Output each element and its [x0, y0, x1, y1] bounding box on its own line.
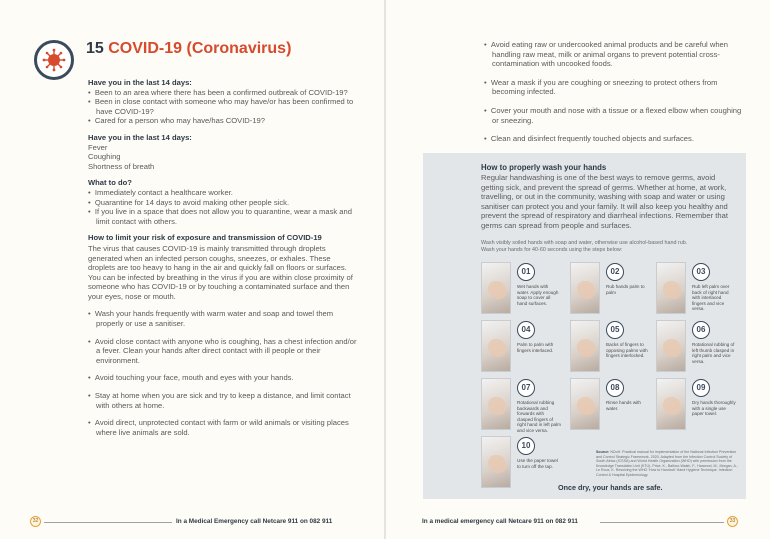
wash-step: [570, 320, 650, 376]
wash-note-line: Wash visibly soiled hands with soap and water, otherwise use alcohol-based hand rub.: [481, 240, 688, 246]
limit-paragraph: The virus that causes COVID-19 is mainly transmitted through droplets generated when an infected person coughs, sneezes, or exhales. These droplets are too heavy to hang in the air and quickly fall on floors or surfaces. You can be infected by breathing in the virus if you are within close proximity of someone who has COVID-19 or by touching a contaminated surface and then your eyes, nose or mouth.: [88, 243, 353, 301]
wash-intro: Regular handwashing is one of the best ways to remove germs, avoid getting sick, and prevent the spread of germs. Whether at home, at work, travelling, or out in the community, washing with soap and water or using sanitiser can protect you and your family. It will also keep you healthy and prevent the spread of respiratory and diarrheal infections. Remember that germs can spread from people and surfaces.: [481, 173, 728, 230]
hands-photo: [570, 262, 600, 314]
step-number: 02: [606, 263, 624, 281]
wash-title: How to properly wash your hands: [481, 163, 607, 172]
exposure-heading: Have you in the last 14 days:: [88, 78, 192, 87]
section-title: COVID-19 (Coronavirus): [108, 40, 292, 57]
wash-step: [656, 262, 736, 318]
wash-note: [481, 240, 739, 254]
once-dry-text: Once dry, your hands are safe.: [558, 483, 663, 492]
footer-rule: [44, 522, 172, 523]
todo-heading: What to do?: [88, 178, 132, 188]
hands-photo: [656, 262, 686, 314]
todo-item: • Quarantine for 14 days to avoid making other people sick.: [88, 198, 358, 208]
page-number-badge: 33: [727, 516, 738, 527]
wash-step: [656, 320, 736, 376]
step-text: Palm to palm with fingers interlaced.: [517, 342, 554, 353]
prevention-item: • Cover your mouth and nose with a tissue or a flexed elbow when coughing or sneezing.: [484, 106, 746, 125]
page-title: [86, 40, 291, 58]
footer-rule: [600, 522, 724, 523]
source-citation: [596, 450, 738, 478]
limit-item: • Wash your hands frequently with warm water and soap and towel them properly or use a sanitiser.: [88, 309, 358, 328]
limit-item: • Avoid direct, unprotected contact with farm or wild animals or visiting places where live animals are sold.: [88, 418, 358, 437]
section-number: 15: [86, 40, 104, 57]
step-number: 03: [692, 263, 710, 281]
step-text: Dry hands thoroughly with a single use paper towel.: [692, 400, 736, 417]
source-text: NDoH. Practical manual for implementation of the National Infection Prevention and Control Strategic Framework. 2020. Adapted from the Infection Control Society of South Africa (ICSSA) and World Health Organization (WHO) with permission from the Knowledge Translation Unit (KTU). Price, K., Balfour-Walsh, F., Harwood, M., Morgan, A., Le Roux, K. Resolving the WHO 'How to Handrub' Hand Hygiene Technique. Infection Control & Hospital Epidemiology.: [596, 450, 738, 477]
wash-step: [656, 378, 736, 434]
todo-item: • Immediately contact a healthcare worker.: [88, 188, 358, 198]
page-number-badge: 32: [30, 516, 41, 527]
symptom-item: Coughing: [88, 152, 121, 162]
prevention-item: • Wear a mask if you are coughing or sneezing to protect others from becoming infected.: [484, 78, 746, 97]
virus-icon: [34, 40, 74, 80]
wash-step: [570, 378, 650, 434]
wash-step: [481, 378, 561, 434]
hands-photo: [481, 320, 511, 372]
exposure-item: • Been in close contact with someone who may have/or has been confirmed to have COVID-19?: [88, 97, 358, 116]
step-number: 06: [692, 321, 710, 339]
wash-step: [481, 320, 561, 376]
hands-photo: [656, 320, 686, 372]
limit-item: • Avoid touching your face, mouth and eyes with your hands.: [88, 373, 358, 383]
hands-photo: [656, 378, 686, 430]
step-number: 04: [517, 321, 535, 339]
step-text: Rub left palm over back of right hand with interlaced fingers and vice versa.: [692, 284, 730, 312]
step-text: Rotational rubbing backwards and forwards with clasped fingers of right hand in left palm and vice versa.: [517, 400, 561, 433]
wash-step: [481, 436, 561, 492]
wash-step: [481, 262, 561, 318]
limit-heading: How to limit your risk of exposure and transmission of COVID-19: [88, 233, 322, 243]
step-number: 01: [517, 263, 535, 281]
step-text: Use the paper towel to turn off the tap.: [517, 458, 558, 469]
step-text: Rotational rubbing of left thumb clasped in right palm and vice versa.: [692, 342, 735, 364]
wash-note-line: Wash your hands for 40-60 seconds using the steps below:: [481, 247, 623, 253]
step-text: Rinse hands with water.: [606, 400, 641, 411]
step-number: 07: [517, 379, 535, 397]
prevention-item: • Clean and disinfect frequently touched objects and surfaces.: [484, 134, 746, 144]
step-text: Backs of fingers to opposing palms with fingers interlocked.: [606, 342, 648, 359]
right-column: [484, 40, 746, 153]
hands-photo: [481, 378, 511, 430]
step-number: 09: [692, 379, 710, 397]
wash-step: [570, 262, 650, 318]
footer-text: In a Medical Emergency call Netcare 911 on 082 911: [176, 518, 333, 525]
prevention-item: • Avoid eating raw or undercooked animal products and be careful when handling raw meat, milk or animal organs to prevent potential cross-contamination with uncooked foods.: [484, 40, 746, 69]
exposure-item: • Been to an area where there has been a confirmed outbreak of COVID-19?: [88, 88, 358, 98]
step-text: Wet hands with water. Apply enough soap to cover all hand surfaces.: [517, 284, 559, 306]
hands-photo: [570, 320, 600, 372]
hands-photo: [570, 378, 600, 430]
step-number: 05: [606, 321, 624, 339]
hands-photo: [481, 262, 511, 314]
step-number: 10: [517, 437, 535, 455]
left-column: [88, 78, 358, 437]
hands-photo: [481, 436, 511, 488]
footer-text: In a medical emergency call Netcare 911 on 082 911: [422, 518, 578, 525]
source-label: Source:: [596, 450, 610, 454]
step-text: Rub hands palm to palm: [606, 284, 645, 295]
todo-item: • If you live in a space that does not allow you to quarantine, wear a mask and limit contact with others.: [88, 207, 358, 226]
symptom-item: Fever: [88, 142, 108, 152]
symptom-item: Shortness of breath: [88, 161, 155, 171]
symptoms-heading: Have you in the last 14 days:: [88, 132, 192, 142]
limit-item: • Avoid close contact with anyone who is coughing, has a chest infection and/or a fever. Clean your hands after direct contact with ill people or their environment.: [88, 337, 358, 366]
limit-item: • Stay at home when you are sick and try to keep a distance, and limit contact with others at home.: [88, 391, 358, 410]
step-number: 08: [606, 379, 624, 397]
exposure-item: • Cared for a person who may have/has COVID-19?: [88, 116, 358, 126]
